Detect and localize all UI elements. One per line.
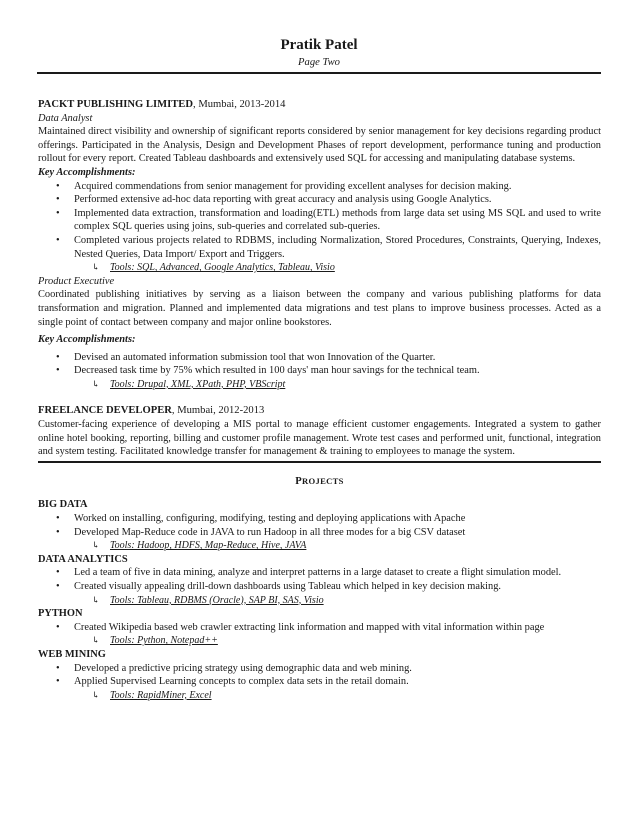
bullet-icon: • [56, 194, 60, 206]
bullet-icon: • [56, 234, 60, 246]
accomplishments-heading: Key Accomplishments: [38, 166, 136, 178]
company-name: FREELANCE DEVELOPER [38, 405, 172, 417]
bullet-icon: • [56, 207, 60, 219]
tools-text: Tools: Tableau, RDBMS (Oracle), SAP BI, SAS, Visio [110, 594, 324, 606]
job-header [38, 98, 601, 112]
project-list [38, 512, 601, 539]
role-title: Product Executive [38, 275, 115, 287]
list-item: • Applied Supervised Learning concepts to complex data sets in the retail domain. [56, 676, 409, 688]
list-item: • Created Wikipedia based web crawler extracting link information and mapped with vital information within page [56, 621, 545, 633]
tools-text: Tools: SQL, Advanced, Google Analytics, Tableau, Visio [110, 262, 335, 274]
job-entry [38, 404, 601, 458]
arrow-icon: ↳ [92, 540, 100, 551]
project-list [38, 662, 601, 689]
tools-text: Tools: RapidMiner, Excel [110, 689, 212, 701]
tools-text: Tools: Python, Notepad++ [110, 635, 218, 647]
bullet-icon: • [56, 526, 60, 538]
tools-text: Tools: Drupal, XML, XPath, PHP, VBScript [110, 378, 286, 390]
list-item: • Led a team of five in data mining, analyze and interpret patterns in a large dataset to create a flight simulation model. [56, 567, 562, 579]
project-category [38, 607, 601, 648]
arrow-icon: ↳ [92, 262, 100, 273]
candidate-name: Pratik Patel [280, 37, 358, 53]
tools-text: Tools: Hadoop, HDFS, Map-Reduce, Hive, JAVA [110, 540, 307, 552]
list-item: • Devised an automated information submission tool that won Innovation of the Quarter. [56, 351, 436, 363]
bullet-icon: • [56, 676, 60, 688]
bullet-icon: • [56, 662, 60, 674]
tools-line [38, 634, 601, 648]
accomplishments-list [38, 180, 601, 262]
tools-line [38, 378, 601, 392]
project-list [38, 621, 601, 635]
list-item: • Worked on installing, configuring, modifying, testing and deploying applications with Apache [56, 513, 466, 525]
job-entry [38, 98, 601, 391]
category-title: DATA ANALYTICS [38, 553, 128, 565]
company-name: PACKT PUBLISHING LIMITED [38, 99, 194, 110]
job-location-dates: , Mumbai, 2013-2014 [193, 99, 286, 110]
project-list [38, 566, 601, 593]
job-description: Customer-facing experience of developing a MIS portal to manage efficient customer engagements. Integrated a system to gather online hotel booking, reporting, billing and customer profile management. Wrote test cases and performed unit, functional, integration and system testing. Facilitated knowledge transfer for management & training to employees to manage the system. [38, 419, 601, 458]
category-title: PYTHON [38, 608, 83, 620]
projects-heading: PROJECTS [295, 475, 344, 487]
list-item: • Decreased task time by 75% which resulted in 100 days' man hour savings for the technical team. [56, 365, 480, 377]
page-subtitle: Page Two [298, 57, 340, 68]
arrow-icon: ↳ [92, 594, 100, 605]
job-header [38, 404, 601, 418]
list-item: • Performed extensive ad-hoc data reporting with great accuracy and analysis using Google Analytics. [56, 194, 492, 206]
bullet-icon: • [56, 180, 60, 192]
arrow-icon: ↳ [92, 689, 100, 700]
project-category [38, 648, 601, 702]
bullet-icon: • [56, 621, 60, 633]
role-title: Data Analyst [38, 112, 93, 124]
list-item: • Created visually appealing drill-down dashboards using Tableau which helped in key decision making. [56, 581, 502, 592]
accomplishments-heading: Key Accomplishments: [38, 334, 136, 346]
bullet-icon: • [56, 581, 60, 592]
role-description: Maintained direct visibility and ownership of significant reports considered by senior management for key decisions regarding product offerings. Participated in the Analysis, Design and Development Phases of report development, performance tuning and production rollout for every report. Created Tableau dashboards and extensively used SQL for accessing and manipulating database systems. [38, 126, 601, 165]
project-category [38, 553, 601, 607]
bullet-icon: • [56, 513, 60, 525]
tools-line [38, 261, 601, 275]
tools-line [38, 539, 601, 553]
job-location-dates: , Mumbai, 2012-2013 [171, 405, 265, 417]
bullet-icon: • [56, 567, 60, 579]
bullet-icon: • [56, 351, 60, 363]
arrow-icon: ↳ [92, 635, 100, 646]
list-item: • Developed a predictive pricing strategy using demographic data and web mining. [56, 662, 412, 674]
bullet-icon: • [56, 365, 60, 377]
list-item: • Completed various projects related to RDBMS, including Normalization, Stored Procedures, Constraints, Querying, Indexes, Nested Queries, Data Import/ Export and Triggers. [56, 234, 601, 260]
role-description: Coordinated publishing initiatives by serving as a liaison between the company and various publishing platforms for data transformation and migration. Planned and implemented data migrations and test plans to improve business processes. Acted as a single point of contact between company and major online bookstores. [38, 289, 601, 328]
category-title: WEB MINING [38, 648, 106, 660]
list-item: • Developed Map-Reduce code in JAVA to run Hadoop in all three modes for a big CSV dataset [56, 526, 466, 538]
arrow-icon: ↳ [92, 378, 100, 389]
tools-line [38, 594, 601, 608]
accomplishments-list [38, 351, 601, 378]
list-item: • Acquired commendations from senior management for providing excellent analyses for decision making. [56, 180, 512, 192]
list-item: • Implemented data extraction, transformation and loading(ETL) methods from large data set using MS SQL and used to write complex SQL queries using joins, sub-queries and correlated sub-queries. [56, 207, 601, 233]
tools-line [38, 689, 601, 703]
header-divider [37, 72, 601, 74]
project-category [38, 498, 601, 552]
resume-body [38, 98, 601, 702]
category-title: BIG DATA [38, 499, 88, 511]
